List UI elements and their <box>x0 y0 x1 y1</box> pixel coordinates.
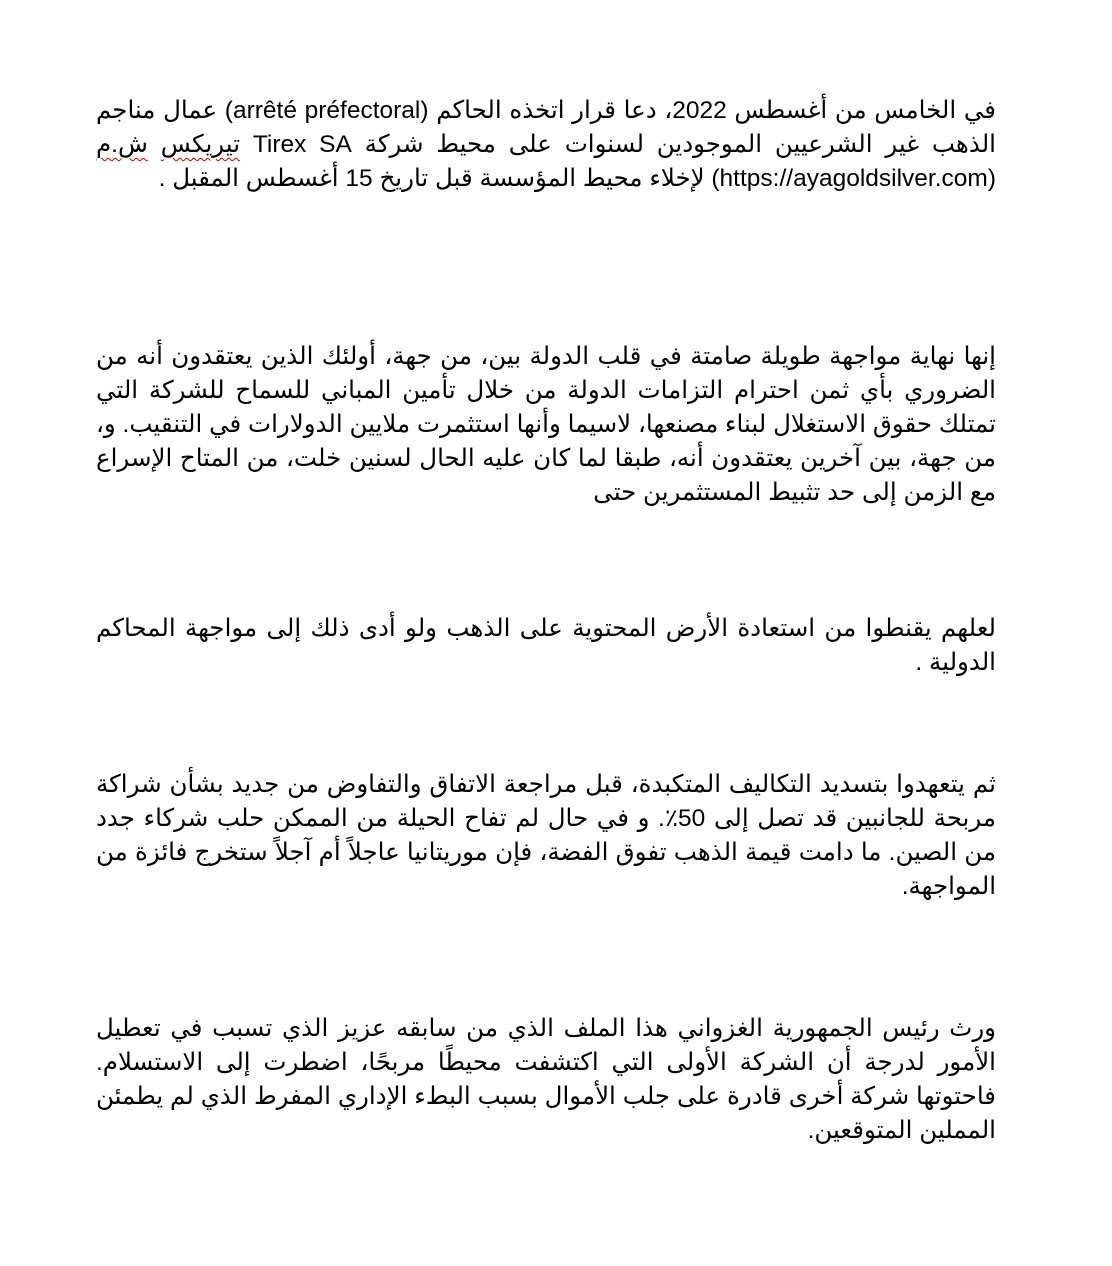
p1-company-url: https://ayagoldsilver.com <box>719 165 988 192</box>
p1-space <box>240 131 253 158</box>
p1-text: ) لإخلاء محيط المؤسسة قبل تاريخ 15 أغسطس المقبل . <box>158 165 720 192</box>
p1-space <box>148 131 161 158</box>
p1-text: في الخامس من أغسطس 2022، دعا قرار اتخذه الحاكم ( <box>420 97 996 124</box>
paragraph-2: إنها نهاية مواجهة طويلة صامتة في قلب الدولة بين، من جهة، أولئك الذين يعتقدون أنه من الضروري بأي ثمن احترام التزامات الدولة من خلال تأمين المباني للسماح للشركة التي تمتلك حقوق الاستغلال لبناء مصنعها، لاسيما وأنها استثمرت ملايين الدولارات في التنقيب. و، من جهة، بين آخرين يعتقدون أنه، طبقا لما كان عليه الحال لسنين خلت، من المتاح الإسراع مع الزمن إلى حد تثبيط المستثمرين حتى <box>96 343 996 506</box>
paragraph-4: ثم يتعهدوا بتسديد التكاليف المتكبدة، قبل مراجعة الاتفاق والتفاوض من جديد بشأن شراكة مربحة للجانبين قد تصل إلى 50٪. و في حال لم تفاح الحيلة من الممكن حلب شركاء جدد من الصين. ما دامت قيمة الذهب تفوق الفضة، فإن موريتانيا عاجلاً أم آجلاً ستخرج فائزة من المواجهة. <box>96 771 996 900</box>
paragraph-1 <box>96 94 996 196</box>
p1-french-term: arrêté préfectoral <box>232 97 421 124</box>
p1-company-abbrev: ش.م <box>96 131 148 158</box>
p1-text: ) عمال مناجم الذهب غير الشرعيين الموجودين لسنوات على محيط شركة <box>96 97 996 158</box>
p1-text: ( <box>987 165 996 192</box>
p1-company-name-arabic: تيريكس <box>160 131 241 158</box>
paragraph-5: ورث رئيس الجمهورية الغزواني هذا الملف الذي من سابقه عزيز الذي تسبب في تعطيل الأمور لدرجة أن الشركة الأولى التي اكتشفت محيطًا مربحًا، اضطرت إلى الاستسلام. فاحتوتها شركة أخرى قادرة على جلب الأموال بسبب البطء الإداري المفرط الذي لم يطمئن المملين المتوقعين. <box>96 1015 996 1144</box>
paragraph-3: لعلهم يقنطوا من استعادة الأرض المحتوية على الذهب ولو أدى ذلك إلى مواجهة المحاكم الدولية . <box>96 615 996 676</box>
p1-company-name: Tirex SA <box>252 131 352 158</box>
